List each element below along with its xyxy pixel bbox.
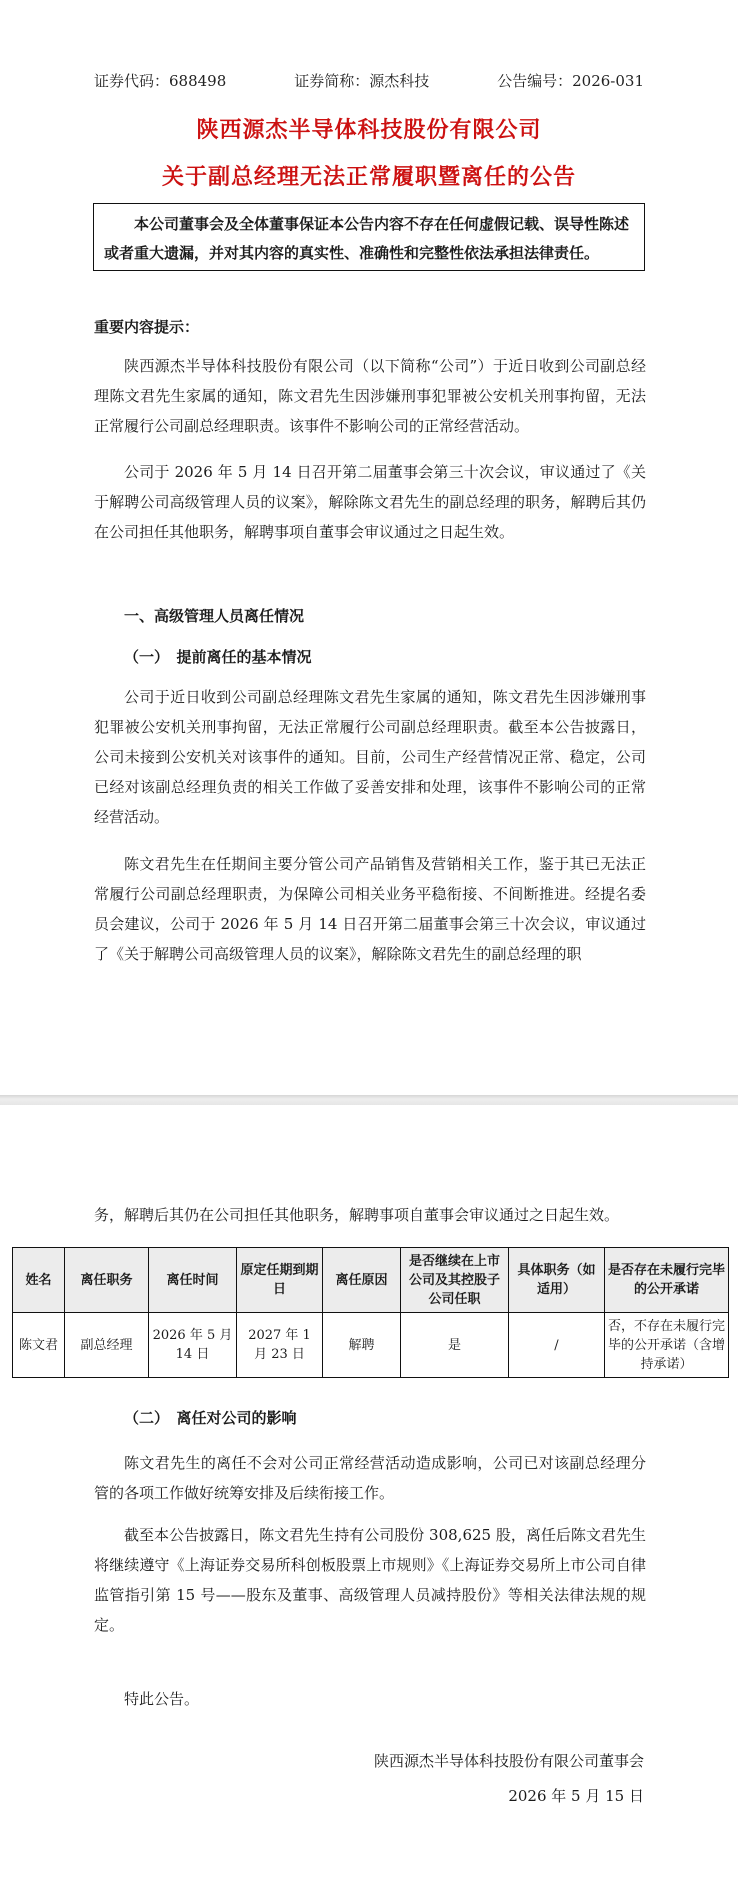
table-cell: 2027 年 1 月 23 日 bbox=[237, 1313, 323, 1378]
header-meta-row bbox=[94, 70, 644, 91]
table-header-row bbox=[13, 1248, 729, 1313]
table-cell: 副总经理 bbox=[65, 1313, 149, 1378]
section-1-heading: 一、高级管理人员离任情况 bbox=[124, 607, 305, 625]
table-header-cell: 离任职务 bbox=[65, 1248, 149, 1313]
closing-notice: 特此公告。 bbox=[124, 1690, 200, 1708]
table-cell: 2026 年 5 月 14 日 bbox=[149, 1313, 237, 1378]
table-header-cell: 具体职务（如适用） bbox=[509, 1248, 605, 1313]
section-2-paragraph-1: 陈文君先生的离任不会对公司正常经营活动造成影响，公司已对该副总经理分管的各项工作做好统筹安排及后续衔接工作。 bbox=[94, 1454, 646, 1502]
signer-name: 陕西源杰半导体科技股份有限公司董事会 bbox=[373, 1752, 644, 1770]
table-header-cell: 是否继续在上市公司及其控股子公司任职 bbox=[401, 1248, 509, 1313]
summary-paragraph-2: 公司于 2026 年 5 月 14 日召开第二届董事会第三十次会议，审议通过了《关于解聘公司高级管理人员的议案》，解除陈文君先生的副总经理的职务，解聘后其仍在公司担任其他职务，解聘事项自董事会审议通过之日起生效。 bbox=[94, 463, 646, 541]
signing-date: 2026 年 5 月 15 日 bbox=[508, 1787, 644, 1805]
summary-paragraph-1: 陕西源杰半导体科技股份有限公司（以下简称“公司”）于近日收到公司副总经理陈文君先生家属的通知，陈文君先生因涉嫌刑事犯罪被公安机关刑事拘留，无法正常履行公司副总经理职责。该事件不影响公司的正常经营活动。 bbox=[94, 357, 646, 435]
table-header-cell: 原定任期到期日 bbox=[237, 1248, 323, 1313]
resignation-table bbox=[12, 1247, 729, 1378]
table-header-cell: 离任时间 bbox=[149, 1248, 237, 1313]
table-cell: 否，不存在未履行完毕的公开承诺（含增持承诺） bbox=[605, 1313, 729, 1378]
section-2-paragraph-2: 截至本公告披露日，陈文君先生持有公司股份 308,625 股，离任后陈文君先生将继续遵守《上海证券交易所科创板股票上市规则》《上海证券交易所上市公司自律监管指引第 15 号——股东及董事、高级管理人员减持股份》等相关法律法规的规定。 bbox=[94, 1526, 646, 1634]
page-gap bbox=[0, 1095, 738, 1105]
subsection-2-heading: （二） 离任对公司的影响 bbox=[124, 1409, 297, 1427]
stock-short-name: 证券简称：源杰科技 bbox=[294, 72, 430, 90]
section-1-paragraph-2: 陈文君先生在任期间主要分管公司产品销售及营销相关工作，鉴于其已无法正常履行公司副总经理职责，为保障公司相关业务平稳衔接、不间断推进。经提名委员会建议，公司于 2026 年 5 月 14 日召开第二届董事会第三十次会议，审议通过了《关于解聘公司高级管理人员的议案》，解除陈文君先生的副总经理的职 bbox=[94, 855, 646, 963]
disclaimer-box: 本公司董事会及全体董事保证本公告内容不存在任何虚假记载、误导性陈述或者重大遗漏，并对其内容的真实性、准确性和完整性依法承担法律责任。 bbox=[93, 203, 645, 271]
section-1-paragraph-1: 公司于近日收到公司副总经理陈文君先生家属的通知，陈文君先生因涉嫌刑事犯罪被公安机关刑事拘留，无法正常履行公司副总经理职责。截至本公告披露日，公司未接到公安机关对该事件的通知。目前，公司生产经营情况正常、稳定，公司已经对该副总经理负责的相关工作做了妥善安排和处理，该事件不影响公司的正常经营活动。 bbox=[94, 688, 646, 826]
table-cell: / bbox=[509, 1313, 605, 1378]
subsection-1-heading: （一） 提前离任的基本情况 bbox=[124, 648, 312, 666]
table-cell: 陈文君 bbox=[13, 1313, 65, 1378]
notice-title: 关于副总经理无法正常履职暨离任的公告 bbox=[161, 164, 576, 190]
notice-number: 公告编号：2026-031 bbox=[497, 72, 644, 90]
table-header-cell: 姓名 bbox=[13, 1248, 65, 1313]
section-1-paragraph-2-continued: 务，解聘后其仍在公司担任其他职务，解聘事项自董事会审议通过之日起生效。 bbox=[94, 1206, 620, 1224]
table-row bbox=[13, 1313, 729, 1378]
summary-heading: 重要内容提示： bbox=[94, 318, 200, 336]
table-header-cell: 离任原因 bbox=[323, 1248, 401, 1313]
company-title: 陕西源杰半导体科技股份有限公司 bbox=[196, 117, 542, 143]
table-cell: 解聘 bbox=[323, 1313, 401, 1378]
table-cell: 是 bbox=[401, 1313, 509, 1378]
table-header-cell: 是否存在未履行完毕的公开承诺 bbox=[605, 1248, 729, 1313]
stock-code: 证券代码：688498 bbox=[94, 72, 227, 90]
